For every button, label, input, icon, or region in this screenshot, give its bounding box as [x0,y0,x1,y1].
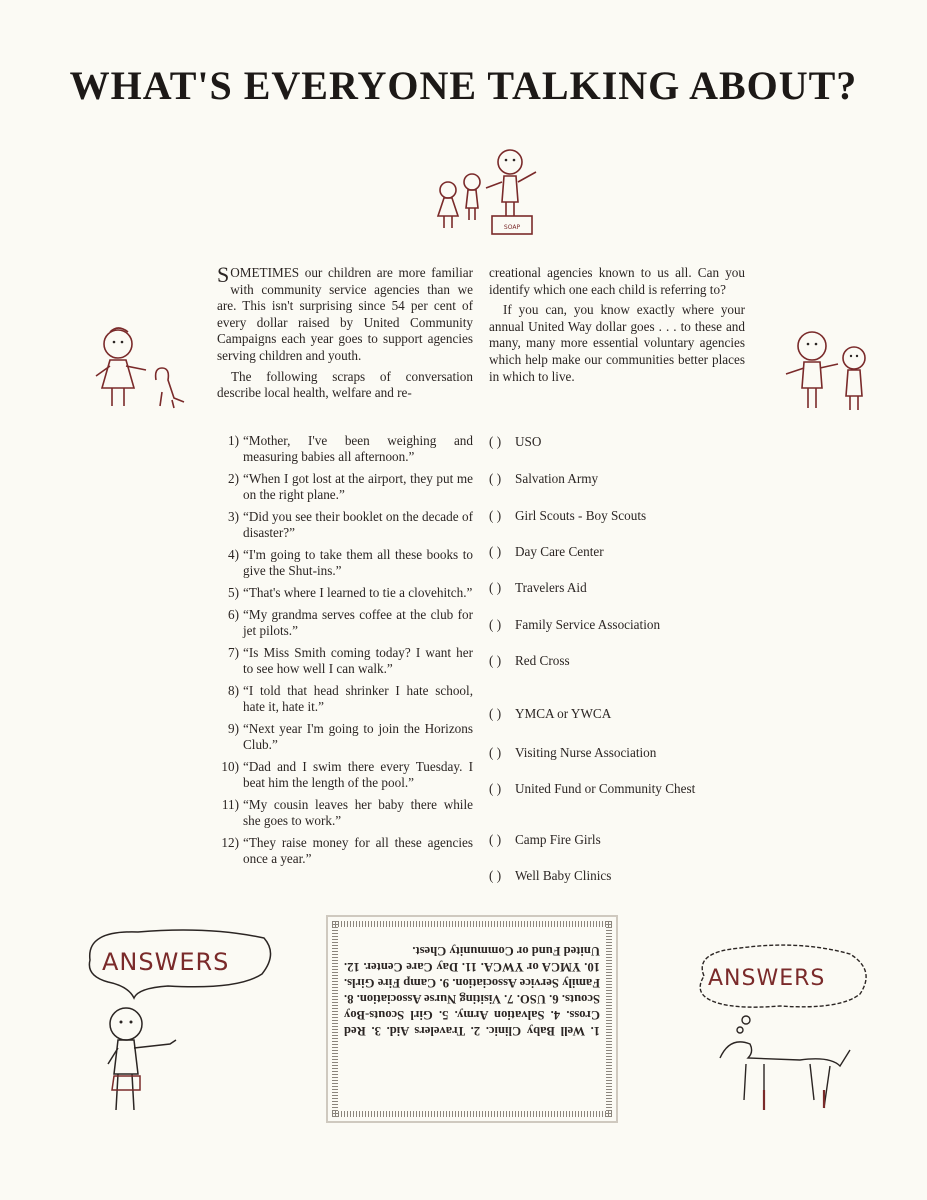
quote-number: 6) [228,607,239,622]
agency-item[interactable] [489,434,541,450]
quote-number: 8) [228,683,239,698]
quote-item [211,797,473,829]
answer-blank[interactable]: ( ) [489,653,502,668]
agency-item[interactable] [489,868,611,884]
agency-label: Family Service Association [515,617,661,632]
answer-key-box [326,915,618,1123]
quote-item [211,509,473,541]
box-border [332,921,612,927]
agency-label: Girl Scouts - Boy Scouts [515,508,647,523]
agency-item[interactable] [489,508,646,524]
quote-number: 11) [221,797,239,812]
intro-left-column [217,262,473,406]
agency-label: YMCA or YWCA [515,706,612,721]
quote-text: “When I got lost at the airport, they put me on the right plane.” [243,471,473,502]
quote-number: 3) [228,509,239,524]
agency-item[interactable] [489,617,660,633]
agency-item[interactable] [489,745,656,761]
answer-blank[interactable]: ( ) [489,580,502,595]
girl-with-dog-illustration [88,322,192,414]
quote-item [211,835,473,867]
quote-item [211,547,473,579]
box-border [332,1111,612,1117]
agency-label: Well Baby Clinics [515,868,612,883]
quote-text: “I'm going to take them all these books to give the Shut-ins.” [243,547,473,578]
quote-list [211,433,473,873]
intro-paragraph-3: creational agencies known to us all. Can you identify which one each child is referring to? [489,265,745,297]
answer-blank[interactable]: ( ) [489,868,502,883]
answer-blank[interactable]: ( ) [489,508,502,523]
answer-blank[interactable]: ( ) [489,434,502,449]
quote-number: 7) [228,645,239,660]
agency-label: Salvation Army [515,471,599,486]
intro-paragraph-4: If you can, you know exactly where your annual United Way dollar goes . . . to these and many, many more essential voluntary agencies which help make our communities better places in which to live. [489,302,745,384]
agency-item[interactable] [489,544,604,560]
agency-label: Camp Fire Girls [515,832,601,847]
answer-blank[interactable]: ( ) [489,617,502,632]
agency-item[interactable] [489,580,587,596]
quote-text: “Mother, I've been weighing and measuring babies all afternoon.” [243,433,473,464]
quote-number: 4) [228,547,239,562]
agency-label: United Fund or Community Chest [515,781,696,796]
quote-number: 5) [228,585,239,600]
answer-blank[interactable]: ( ) [489,781,502,796]
quote-number: 12) [221,835,239,850]
answer-blank[interactable]: ( ) [489,544,502,559]
agency-label: Day Care Center [515,544,604,559]
agency-item[interactable] [489,706,611,722]
answers-label-right: ANSWERS [708,966,826,991]
answer-blank[interactable]: ( ) [489,471,502,486]
quote-text: “Dad and I swim there every Tuesday. I beat him the length of the pool.” [243,759,473,790]
quote-text: “They raise money for all these agencies once a year.” [243,835,473,866]
quote-text: “My cousin leaves her baby there while she goes to work.” [243,797,473,828]
intro-paragraph-1: OMETIMES our children are more familiar with community service agencies than we are. This isn't surprising since 54 per cent of every dollar raised by United Community Campaigns each year goes to support agencies serving children and youth. [217,265,473,363]
agency-label: Travelers Aid [515,580,587,595]
box-border [606,921,612,1117]
quote-item [211,471,473,503]
answer-blank[interactable]: ( ) [489,832,502,847]
quote-number: 9) [228,721,239,736]
agency-label: Visiting Nurse Association [515,745,657,760]
quote-number: 10) [221,759,239,774]
drop-cap: S [217,262,230,287]
quote-item [211,607,473,639]
answer-blank[interactable]: ( ) [489,706,502,721]
answer-blank[interactable]: ( ) [489,745,502,760]
quote-item [211,433,473,465]
intro-right-column [489,265,745,389]
agency-item[interactable] [489,832,601,848]
quote-text: “Did you see their booklet on the decade of disaster?” [243,509,473,540]
agency-item[interactable] [489,653,570,669]
soap-box-label: SOAP [503,224,521,231]
quote-item [211,721,473,753]
agency-item[interactable] [489,471,598,487]
quote-item [211,759,473,791]
agency-label: USO [515,434,542,449]
quote-text: “That's where I learned to tie a clovehitch.” [243,585,473,600]
intro-paragraph-2: The following scraps of conversation describe local health, welfare and re- [217,368,473,401]
quote-item [211,585,473,601]
page-title: WHAT'S EVERYONE TALKING ABOUT? [69,63,858,108]
box-border [332,921,338,1117]
agency-label: Red Cross [515,653,570,668]
quote-text: “Next year I'm going to join the Horizons Club.” [243,721,473,752]
quote-number: 1) [228,433,239,448]
two-boys-illustration [780,326,880,416]
quote-item [211,683,473,715]
answers-label-left: ANSWERS [102,948,230,976]
soapbox-kids-illustration [428,140,548,240]
agency-item[interactable] [489,781,695,797]
quote-text: “Is Miss Smith coming today? I want her to see how well I can walk.” [243,645,473,676]
quote-text: “I told that head shrinker I hate school, hate it, hate it.” [243,683,473,714]
quote-item [211,645,473,677]
answer-key-text: 1. Well Baby Clinic. 2. Travelers Aid. 3. Red Cross. 4. Salvation Army. 5. Girl Scouts-Boy Scouts. 6. USO. 7. Visiting Nurse Association. 8. Family Service Association. 9. Camp Fire Girls. 10. YMCA or YWCA. 11. Day Care Center. 12. United Fund or Community Chest. [344,944,600,1038]
quote-number: 2) [228,471,239,486]
quote-text: “My grandma serves coffee at the club for jet pilots.” [243,607,473,638]
